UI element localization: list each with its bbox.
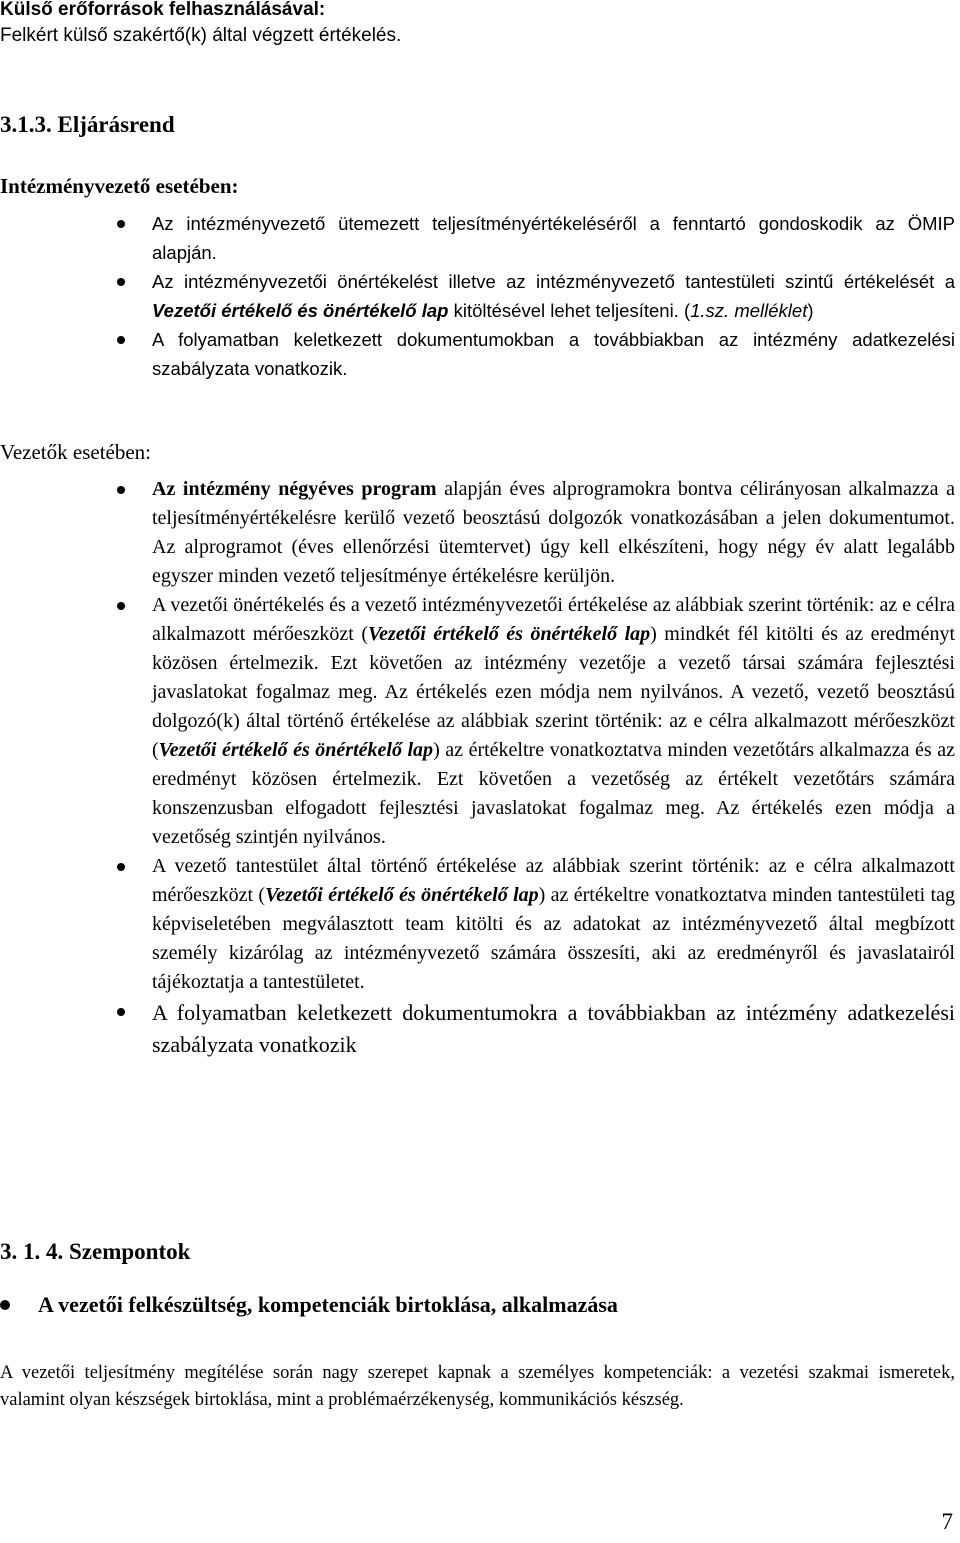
intezmenyvezeto-heading: Intézményvezető esetében: [0, 174, 239, 198]
list-item [0, 852, 955, 997]
page-header [0, 0, 950, 49]
intezmenyvezeto-list [0, 209, 955, 383]
list-item [0, 267, 955, 325]
list-item-text: Az intézményvezetői önértékelést illetve az intézményvezető tantestületi szintű értékelését a [152, 271, 955, 292]
list-item-text: A folyamatban keletkezett dokumentumokra a továbbiakban az intézmény adatkezelési szabályzata vonatkozik [152, 1000, 955, 1057]
list-item-text: A vezető tantestület által történő értékelése az alábbiak szerint történik: az e célra alkalmazott mérőeszközt ( [152, 855, 955, 906]
page-number: 7 [941, 1509, 953, 1534]
list-item-text: ) [807, 300, 814, 321]
form-reference: Vezetői értékelő és önértékelő lap [368, 623, 651, 645]
section-313-heading: 3.1.3. Eljárásrend [0, 112, 175, 137]
list-item-text: ) mindkét fél kitölti és az eredményt közösen értelmezik. Ezt követően az intézmény vezetője a vezető társai számára fejlesztési javaslatokat fogalmaz meg. Az értékelés ezen módja nem nyilvános. A vezető, vezető beosztású dolgozó(k) által történő értékelése az alábbiak szerint történik: az e célra alkalmazott mérőeszközt ( [152, 623, 955, 761]
program-reference: Az intézmény négyéves program [152, 478, 437, 500]
annex-reference: 1.sz. melléklet [690, 300, 808, 321]
list-item [0, 325, 955, 383]
vezetok-heading: Vezetők esetében: [0, 440, 152, 464]
header-title: Külső erőforrások felhasználásával: [0, 0, 326, 20]
form-reference: Vezetői értékelő és önértékelő lap [152, 300, 449, 321]
list-item-text: ) az értékeltre vonatkoztatva minden tantestületi tag képviseletében megválasztott team kitölti és az adatokat az intézményvezető által megbízott személy kizárólag az intézményvezető számára összesíti, aki az eredményről és javaslatairól tájékoztatja a tantestületet. [152, 884, 955, 993]
list-item [0, 475, 955, 591]
list-item-text: ) az értékeltre vonatkoztatva minden vezetőtárs alkalmazza és az eredményt közösen értelmezik. Ezt követően a vezetőség az értékelt vezetőtárs számára konszenzusban elfogadott fejlesztési javaslatokat fogalmaz meg. Az értékelés ezen módja a vezetőség szintjén nyilvános. [152, 739, 955, 848]
header-subtitle: Felkért külső szakértő(k) által végzett értékelés. [0, 25, 402, 46]
list-item-text: alapján éves alprogramokra bontva célirányosan alkalmazza a teljesítményértékelésre kerülő vezető beosztású dolgozók vonatkozásában a jelen dokumentumot. Az alprogramot (éves ellenőrzési ütemtervet) úgy kell elkészíteni, hogy négy év alatt legalább egyszer minden vezető teljesítménye értékelésre kerüljön. [152, 478, 955, 587]
section-314-heading: 3. 1. 4. Szempontok [0, 1239, 191, 1264]
section-314-paragraph: A vezetői teljesítmény megítélése során nagy szerepet kapnak a személyes kompetenciák: a vezetési szakmai ismeretek, valamint olyan készségek birtoklása, mint a problémaérzékenység, kommunikációs készség. [0, 1363, 955, 1410]
form-reference: Vezetői értékelő és önértékelő lap [265, 884, 539, 906]
list-item [0, 209, 955, 267]
section-314-subheading: A vezetői felkészültség, kompetenciák birtoklása, alkalmazása [38, 1292, 618, 1317]
list-item-text: A folyamatban keletkezett dokumentumokban a továbbiakban az intézmény adatkezelési szabályzata vonatkozik. [152, 329, 955, 379]
list-item [0, 997, 955, 1061]
list-item-text: kitöltésével lehet teljesíteni. ( [448, 300, 691, 321]
list-item-text: Az intézményvezető ütemezett teljesítményértékeléséről a fenntartó gondoskodik az ÖMIP alapján. [152, 213, 955, 263]
bullet-icon [0, 1300, 10, 1310]
form-reference: Vezetői értékelő és önértékelő lap [158, 739, 434, 761]
list-item [0, 591, 955, 852]
list-item-text: A vezetői önértékelés és a vezető intézményvezetői értékelése az alábbiak szerint történik: az e célra alkalmazott mérőeszközt ( [152, 594, 955, 645]
vezetok-list [0, 475, 955, 1061]
